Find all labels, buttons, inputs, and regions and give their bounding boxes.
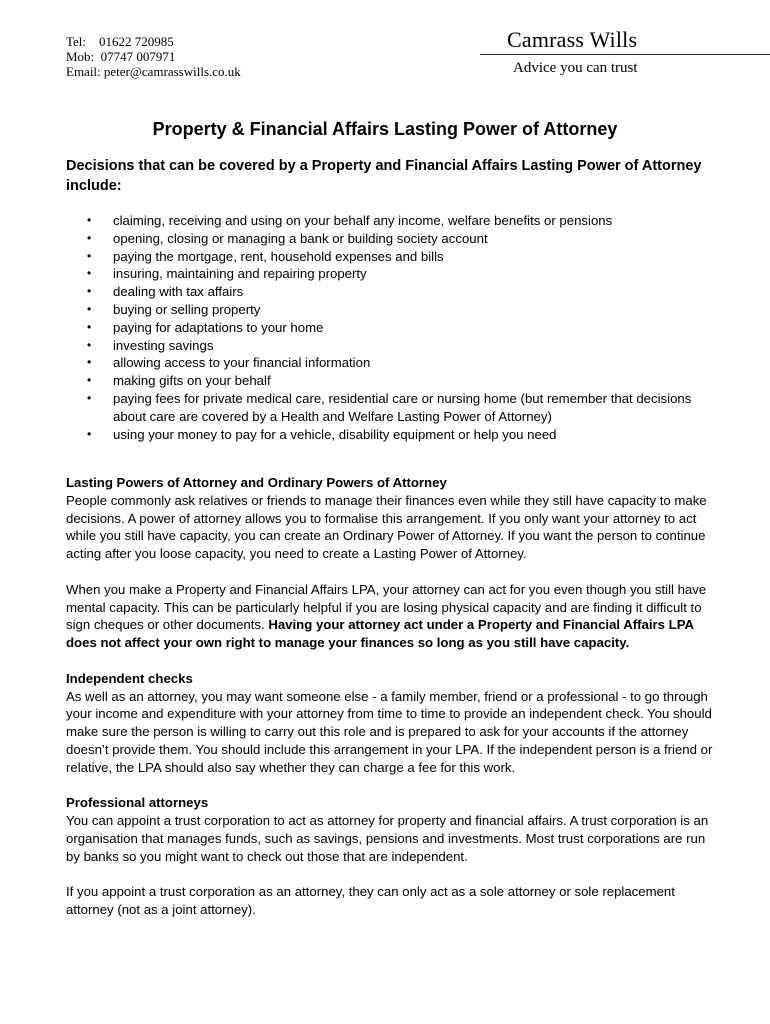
contact-mob: Mob: 07747 007971 [66, 49, 176, 64]
page-title: Property & Financial Affairs Lasting Power of Attorney [152, 119, 618, 139]
bullet-icon: • [87, 248, 92, 263]
brand-divider [480, 54, 770, 55]
list-item: • investing savings [87, 337, 214, 353]
bullet-icon: • [87, 266, 92, 281]
when-section [66, 581, 716, 652]
list-item: • opening, closing or managing a bank or building society account [87, 230, 488, 246]
when-paragraph: When you make a Property and Financial Affairs LPA, your attorney can act for you even though you still have mental capacity. This can be particularly helpful if you are losing physical capacity and are finding it difficult to sign cheques or other documents. [66, 581, 707, 633]
list-item: • paying the mortgage, rent, household expenses and bills [87, 248, 444, 264]
bullet-icon: • [87, 213, 92, 227]
trust-section [66, 883, 716, 919]
brand-block [480, 27, 770, 77]
bullet-icon: • [87, 373, 92, 388]
lpa-section [66, 474, 716, 563]
list-item: • insuring, maintaining and repairing property [87, 266, 367, 282]
contact-email: Email: peter@camrasswills.co.uk [66, 64, 241, 79]
brand-tagline: Advice you can trust [513, 60, 638, 76]
bullet-icon: • [87, 230, 92, 245]
contact-tel: Tel: 01622 720985 [66, 34, 174, 49]
list-item: • paying for adaptations to your home [87, 319, 324, 335]
pro-heading: Professional attorneys [66, 795, 209, 811]
bullet-icon: • [87, 390, 92, 405]
pro-paragraph: You can appoint a trust corporation to act as attorney for property and financial affairs. A trust corporation is an organisation that manages funds, such as savings, pensions and investments. Most trust corporations are run by banks so you might want to check out those that are independent. [66, 813, 709, 864]
checks-section [66, 670, 716, 777]
brand-name: Camrass Wills [507, 27, 638, 52]
pro-section [66, 794, 716, 865]
bullet-icon: • [87, 355, 92, 370]
checks-paragraph: As well as an attorney, you may want someone else - a family member, friend or a professional - to go through your income and expenditure with your attorney from time to time to provide an independent check. You should make sure the person is willing to carry out this role and is prepared to ask for your accounts if the attorney doesn’t provide them. You should include this arrangement in your LPA. If the independent person is a friend or relative, the LPA should also say whether they can charge a fee for this work. [66, 688, 713, 775]
lpa-heading: Lasting Powers of Attorney and Ordinary Powers of Attorney [66, 475, 447, 490]
decisions-list [66, 212, 706, 443]
bullet-icon: • [87, 284, 92, 299]
bullet-icon: • [87, 301, 92, 316]
trust-paragraph: If you appoint a trust corporation as an attorney, they can only act as a sole attorney or sole replacement attorney (not as a joint attorney). [66, 884, 675, 918]
list-item: • allowing access to your financial information [87, 355, 371, 371]
checks-heading: Independent checks [66, 670, 193, 686]
list-item: • using your money to pay for a vehicle, disability equipment or help you need [87, 426, 557, 442]
bullet-icon: • [87, 337, 92, 352]
when-bold-statement: Having your attorney act under a Property and Financial Affairs LPA does not affect your own right to manage your finances so long as you still have capacity. [66, 617, 694, 651]
contact-block [66, 34, 241, 79]
lpa-paragraph: People commonly ask relatives or friends to manage their finances even while they still have capacity to make decisions. A power of attorney allows you to formalise this arrangement. If you only want your attorney to act while you still have capacity, you can create an Ordinary Power of Attorney. If you want the person to continue acting after you loose capacity, you need to create a Lasting Power of Attorney. [66, 492, 707, 562]
list-item: • dealing with tax affairs [87, 284, 244, 300]
decisions-heading: Decisions that can be covered by a Property and Financial Affairs Lasting Power of Attorney include: [66, 158, 702, 194]
list-item: • making gifts on your behalf [87, 373, 271, 389]
list-item: • paying fees for private medical care, residential care or nursing home (but remember that decisions about care are covered by a Health and Welfare Lasting Power of Attorney) [87, 390, 692, 424]
list-item: • buying or selling property [87, 301, 261, 317]
bullet-icon: • [87, 426, 92, 441]
body-content [66, 474, 716, 937]
list-item: • claiming, receiving and using on your behalf any income, welfare benefits or pensions [87, 213, 613, 228]
bullet-icon: • [87, 319, 92, 334]
